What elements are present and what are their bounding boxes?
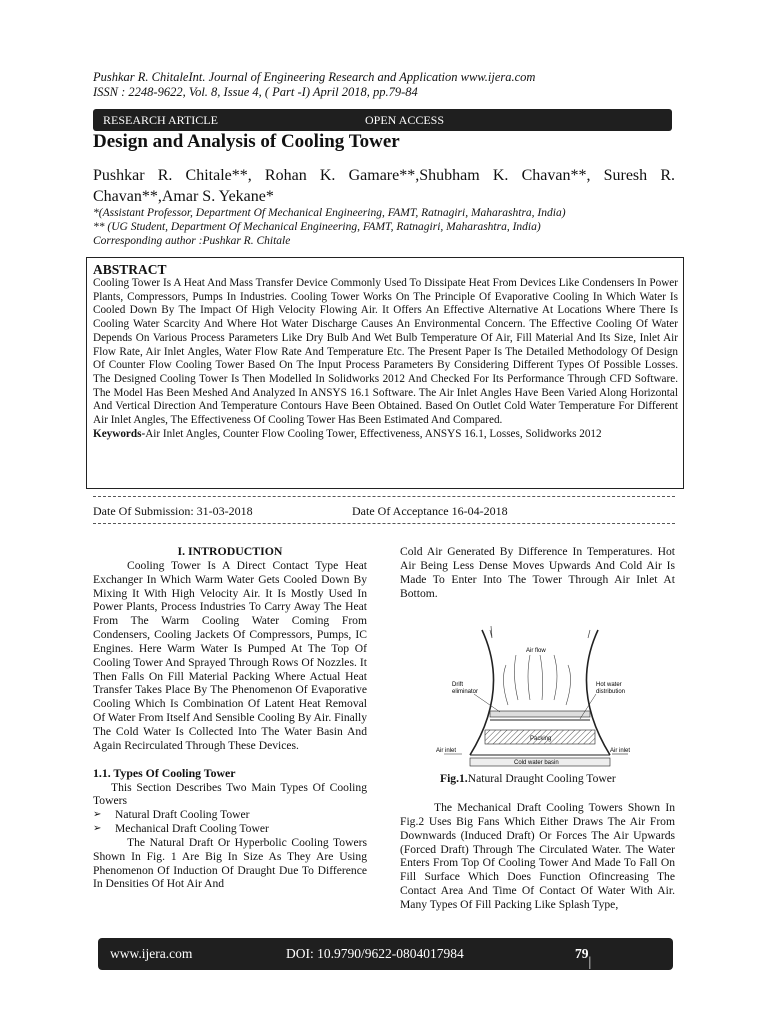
keywords-text: Air Inlet Angles, Counter Flow Cooling Tower, Effectiveness, ANSYS 16.1, Losses, Solidworks 2012	[145, 427, 602, 440]
figure-label: Fig.1.	[440, 772, 468, 785]
right-paragraph-1: Cold Air Generated By Difference In Temperatures. Hot Air Being Less Dense Moves Upwards And Cold Air Is Made To Enter Into The Tower Through Air Inlet At Bottom.	[400, 545, 675, 600]
list-item: ➢ Natural Draft Cooling Tower	[93, 808, 367, 822]
submission-date: Date Of Submission: 31-03-2018	[93, 504, 253, 518]
divider-bottom	[93, 523, 675, 524]
fig-label-eliminator: eliminator	[452, 689, 479, 695]
fig-label-air-inlet-left: Air inlet	[436, 748, 457, 754]
issn-line: ISSN : 2248-9622, Vol. 8, Issue 4, ( Part -I) April 2018, pp.79-84	[93, 85, 418, 99]
paper-title: Design and Analysis of Cooling Tower	[93, 131, 400, 152]
page-word: | P a g e	[588, 954, 596, 1033]
acceptance-date: Date Of Acceptance 16-04-2018	[352, 504, 508, 518]
cooling-tower-figure	[430, 620, 642, 770]
left-column	[93, 545, 367, 891]
types-paragraph: The Natural Draft Or Hyperbolic Cooling Towers Shown In Fig. 1 Are Big In Size As They Are Using Phenomenon Of Induction Of Draught Due To Difference In Densities Of Hot Air And	[93, 835, 367, 891]
journal-citation: Pushkar R. ChitaleInt. Journal of Engineering Research and Application www.ijera.com	[93, 70, 536, 84]
abstract-body	[93, 277, 678, 441]
fig-label-basin: Cold water basin	[514, 760, 559, 766]
abstract-heading: ABSTRACT	[93, 262, 167, 277]
affiliation-2: ** (UG Student, Department Of Mechanical Engineering, FAMT, Ratnagiri, Maharashtra, India)	[93, 221, 541, 233]
right-column-top	[400, 545, 675, 600]
divider-top	[93, 496, 675, 497]
keywords-label: Keywords-	[93, 427, 146, 440]
figure-caption-text: Natural Draught Cooling Tower	[467, 772, 616, 785]
page-number: 79	[575, 946, 589, 961]
author-list: Pushkar R. Chitale**, Rohan K. Gamare**,Shubham K. Chavan**, Suresh R. Chavan**,Amar S. Yekane*	[93, 167, 675, 205]
fig-label-hot-water: Hot water	[596, 682, 622, 688]
footer-page	[575, 946, 596, 1033]
fig-label-air-flow: Air flow	[526, 648, 546, 654]
footer-doi: DOI: 10.9790/9622-0804017984	[286, 946, 464, 961]
affiliation-1: *(Assistant Professor, Department Of Mechanical Engineering, FAMT, Ratnagiri, Maharashtra, India)	[93, 207, 566, 219]
fig-label-distribution: distribution	[596, 689, 626, 695]
fig-label-air-inlet-right: Air inlet	[610, 748, 631, 754]
page-footer	[98, 938, 673, 1033]
list-item: ➢ Mechanical Draft Cooling Tower	[93, 822, 367, 836]
intro-paragraph: Cooling Tower Is A Direct Contact Type Heat Exchanger In Which Warm Water Gets Cooled Down By Mixing It With High Velocity Air. It Is Mostly Used In Power Plants, Process Industries To Carry Away The Heat From The Warm Cooling Water Coming From Condensers, Cooling Jackets Of Compressors, Pumps, IC Engines. Here Warm Water Is Pumped At The Top Of Cooling Tower And Sprayed Through Rows Of Nozzles. It Then Falls On Fill Material Packing Where Actual Heat Transfer Takes Place By The Phenomenon Of Evaporative Cooling Which Is Combination Of Latent Heat Removal Of Water From Itself And Sensible Cooling By Air. Finally The Cold Water Is Collected Into The Water Basin And Again Recirculated Through These Devices.	[93, 558, 367, 752]
figure-caption	[440, 772, 616, 785]
research-article-label: RESEARCH ARTICLE	[103, 113, 218, 127]
intro-heading: I. INTRODUCTION	[177, 544, 283, 558]
article-banner	[93, 109, 672, 131]
types-heading: 1.1. Types Of Cooling Tower	[93, 765, 236, 780]
abstract-text: Cooling Tower Is A Heat And Mass Transfer Device Commonly Used To Dissipate Heat From Devices Like Condensers In Power Plants, Compressors, Pumps In Industries. Cooling Tower Works On The Principle Of Evaporative Cooling In Which Water Is Cooled Down By The Impact Of High Velocity Flowing Air. It Offers An Effective Alternative At Locations Where There Is Cooling Water Scarcity And Where Hot Water Discharge Causes An Environmental Concern. The Effective Cooling Of Water Depends On Various Process Parameters Like Dry Bulb And Wet Bulb Temperature Of Air, Fill Material And Its Size, Inlet Air Flow Rate, Air Inlet Angles, Water Flow Rate And Temperature Etc. The Present Paper Is The Detailed Methodology Of Design Of Counter Flow Cooling Tower Based On The Input Process Parameters By Considering Different Types Of Possible Losses. The Designed Cooling Tower Is Then Modelled In Solidworks 2012 And Checked For Its Performance Through CFD Software. The Model Has Been Meshed And Analyzed In ANSYS 16.1 Software. The Air Inlet Angles Have Been Varied Along Horizontal And Vertical Direction And Temperature Contours Have Been Obtained. Based On Outlet Cold Water Temperature For Different Air Inlet Angles, The Effectiveness Of Cooling Tower Has Been Estimated And Compared.	[93, 277, 678, 427]
types-intro: This Section Describes Two Main Types Of Cooling Towers	[93, 780, 367, 808]
fig-label-drift: Drift	[452, 682, 463, 688]
corresponding-author: Corresponding author :Pushkar R. Chitale	[93, 235, 291, 247]
open-access-label: OPEN ACCESS	[365, 113, 445, 127]
right-paragraph-2: The Mechanical Draft Cooling Towers Shown In Fig.2 Uses Big Fans Which Either Draws The Air From Downwards (Induced Draft) Or Forces The Air Upwards (Forced Draft) Through The Circulated Water. The Water Enters From Top Of Cooling Tower And Made To Fall On Fill Surface Which Does Function Ofincreasing The Contact Area And Time Of Contact Of Water With Air. Many Types Of Fill Packing Like Splash Type,	[400, 801, 675, 911]
footer-site: www.ijera.com	[110, 946, 193, 961]
fig-label-packing: Packing	[530, 736, 552, 742]
types-list	[93, 808, 367, 836]
